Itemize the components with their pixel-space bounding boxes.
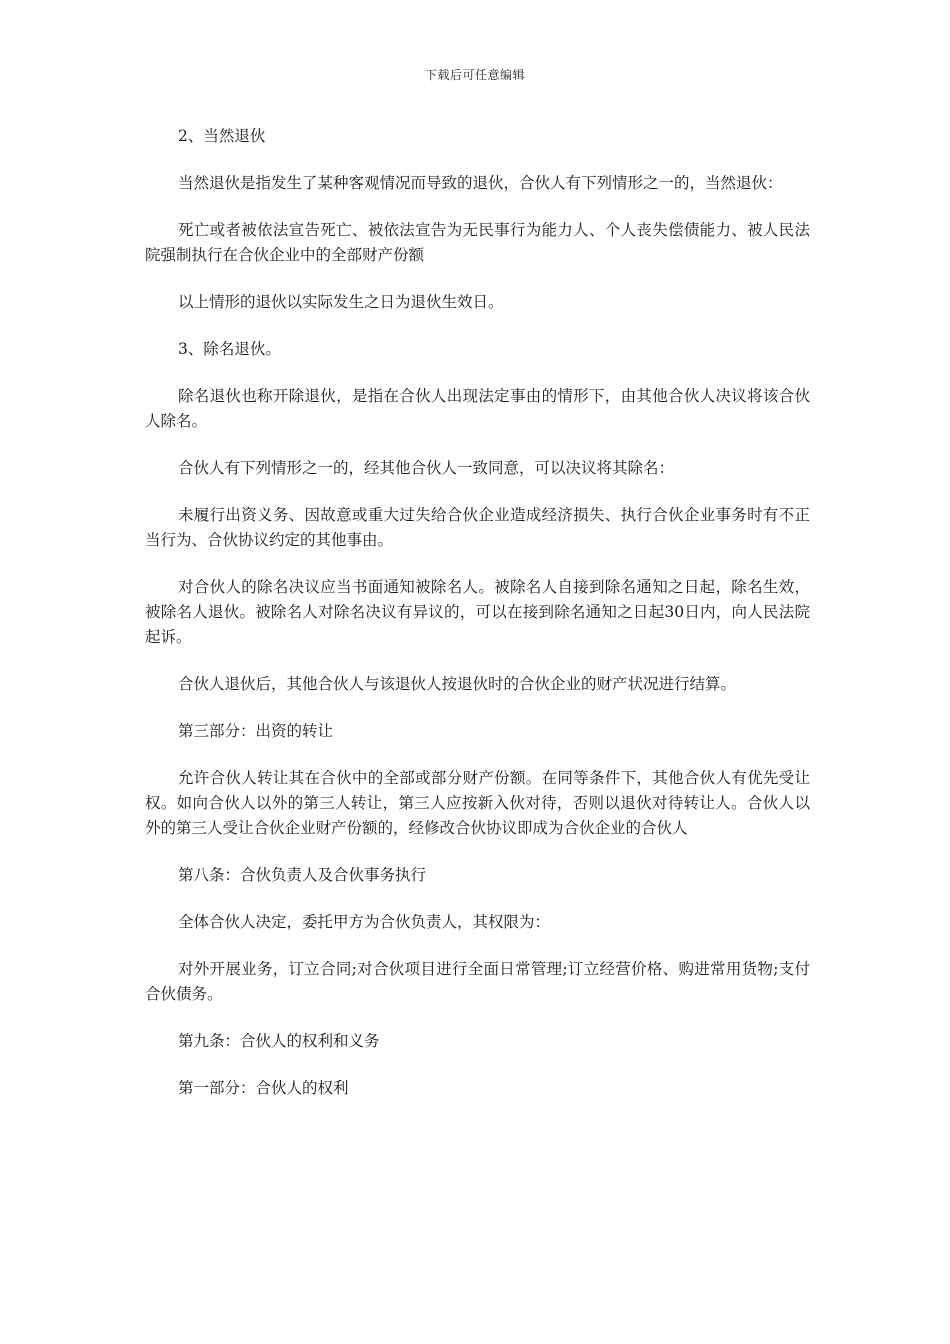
section-heading: 第九条：合伙人的权利和义务 [178, 1032, 380, 1050]
paragraph: 全体合伙人决定，委托甲方为合伙负责人，其权限为： [178, 913, 551, 931]
document-body [145, 124, 810, 1123]
paragraph: 死亡或者被依法宣告死亡、被依法宣告为无民事行为能力人、个人丧失偿债能力、被人民法院强制执行在合伙企业中的全部财产份额 [145, 221, 810, 264]
section-heading: 第一部分：合伙人的权利 [178, 1079, 349, 1097]
page-header: 下载后可任意编辑 [424, 68, 525, 82]
paragraph: 合伙人有下列情形之一的，经其他合伙人一致同意，可以决议将其除名： [178, 459, 675, 477]
paragraph: 对外开展业务，订立合同;对合伙项目进行全面日常管理;订立经营价格、购进常用货物;支付合伙债务。 [145, 960, 810, 1003]
section-heading: 第三部分：出资的转让 [178, 722, 334, 740]
paragraph: 合伙人退伙后，其他合伙人与该退伙人按退伙时的合伙企业的财产状况进行结算。 [178, 675, 737, 693]
paragraph: 对合伙人的除名决议应当书面通知被除名人。被除名人自接到除名通知之日起，除名生效，被除名人退伙。被除名人对除名决议有异议的，可以在接到除名通知之日起30日内，向人民法院起诉。 [145, 578, 810, 646]
section-heading: 第八条：合伙负责人及合伙事务执行 [178, 866, 427, 884]
paragraph: 允许合伙人转让其在合伙中的全部或部分财产份额。在同等条件下，其他合伙人有优先受让权。如向合伙人以外的第三人转让，第三人应按新入伙对待，否则以退伙对待转让人。合伙人以外的第三人受让合伙企业财产份额的，经修改合伙协议即成为合伙企业的合伙人 [145, 769, 810, 837]
section-heading: 3、除名退伙。 [178, 340, 281, 358]
paragraph: 以上情形的退伙以实际发生之日为退伙生效日。 [178, 293, 504, 311]
paragraph: 除名退伙也称开除退伙，是指在合伙人出现法定事由的情形下，由其他合伙人决议将该合伙人除名。 [145, 387, 810, 430]
paragraph: 未履行出资义务、因故意或重大过失给合伙企业造成经济损失、执行合伙企业事务时有不正当行为、合伙协议约定的其他事由。 [145, 506, 810, 549]
paragraph: 当然退伙是指发生了某种客观情况而导致的退伙，合伙人有下列情形之一的，当然退伙： [178, 174, 783, 192]
section-heading: 2、当然退伙 [178, 127, 266, 145]
